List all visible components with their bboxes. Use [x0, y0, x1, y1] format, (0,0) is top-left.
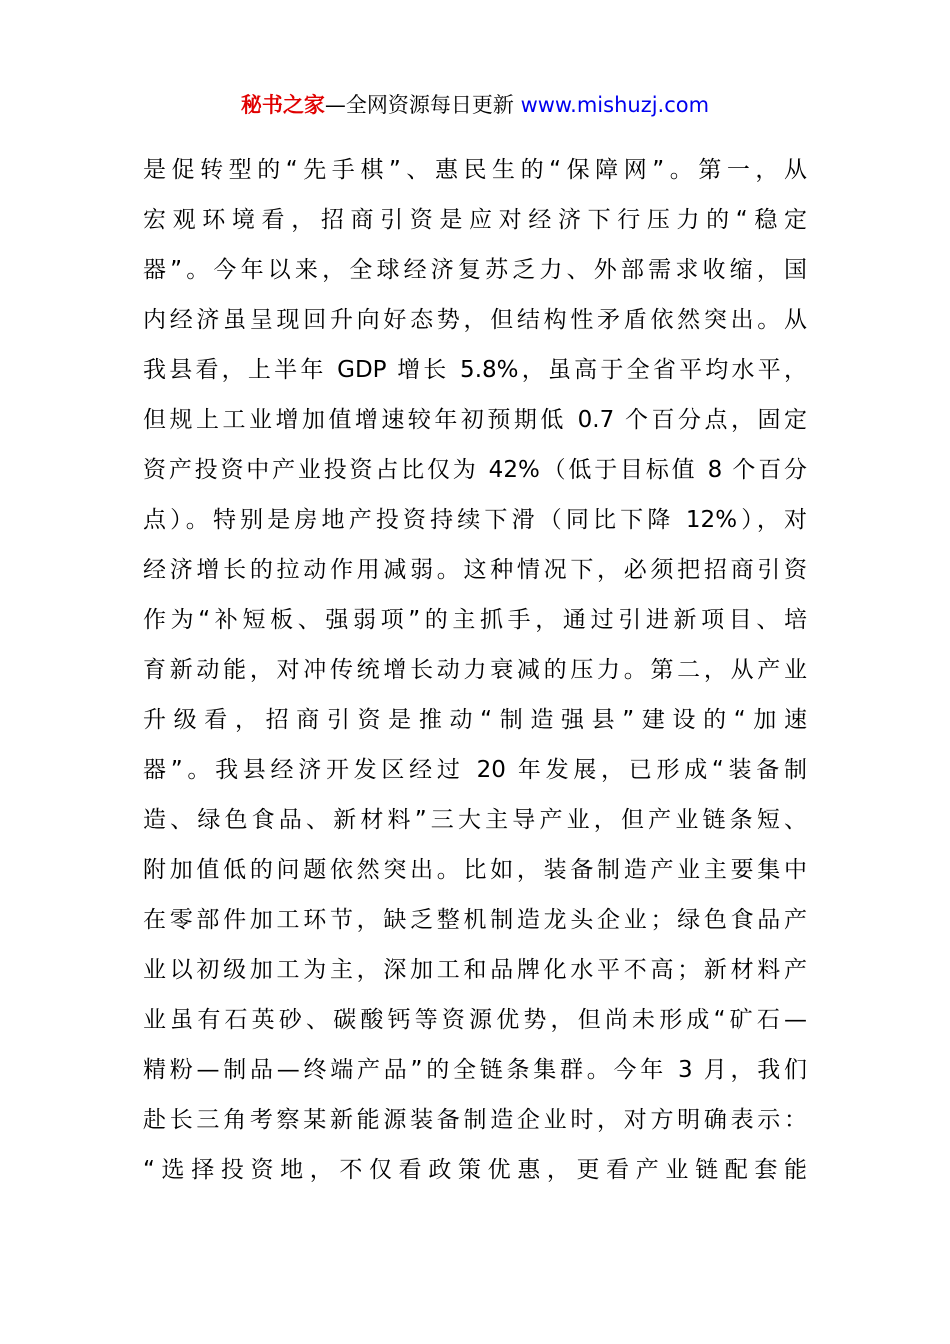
text-line: 是促转型的“先手棋”、惠民生的“保障网”。第一，从	[143, 157, 807, 183]
text-line: 内经济虽呈现回升向好态势，但结构性矛盾依然突出。从	[143, 307, 807, 333]
text-line: 业虽有石英砂、碳酸钙等资源优势，但尚未形成“矿石—	[143, 1007, 807, 1033]
site-brand: 秘书之家	[240, 93, 325, 117]
text-line: 点）。特别是房地产投资持续下滑（同比下降 12%），对	[143, 507, 807, 533]
text-line: 赴长三角考察某新能源装备制造企业时，对方明确表示：	[143, 1107, 807, 1133]
text-line: 升级看，招商引资是推动“制造强县”建设的“加速	[143, 707, 807, 733]
site-header	[0, 88, 950, 122]
text-line: “选择投资地，不仅看政策优惠，更看产业链配套能	[143, 1157, 807, 1183]
site-url-link[interactable]: www.mishuzj.com	[520, 93, 710, 117]
text-line: 精粉—制品—终端产品”的全链条集群。今年 3 月，我们	[143, 1057, 807, 1083]
text-line: 造、绿色食品、新材料”三大主导产业，但产业链条短、	[143, 807, 807, 833]
text-line: 宏观环境看，招商引资是应对经济下行压力的“稳定	[143, 207, 807, 233]
text-line: 经济增长的拉动作用减弱。这种情况下，必须把招商引资	[143, 557, 807, 583]
text-line: 作为“补短板、强弱项”的主抓手，通过引进新项目、培	[143, 607, 807, 633]
text-line: 业以初级加工为主，深加工和品牌化水平不高；新材料产	[143, 957, 807, 983]
text-line: 但规上工业增加值增速较年初预期低 0.7 个百分点，固定	[143, 407, 807, 433]
text-line: 资产投资中产业投资占比仅为 42%（低于目标值 8 个百分	[143, 457, 807, 483]
text-line: 在零部件加工环节，缺乏整机制造龙头企业；绿色食品产	[143, 907, 807, 933]
text-line: 我县看，上半年 GDP 增长 5.8%，虽高于全省平均水平，	[143, 357, 807, 383]
text-line: 器”。今年以来，全球经济复苏乏力、外部需求收缩，国	[143, 257, 807, 283]
site-tagline: —全网资源每日更新	[324, 93, 521, 117]
text-line: 器”。我县经济开发区经过 20 年发展，已形成“装备制	[143, 757, 807, 783]
document-body	[143, 145, 807, 1195]
text-line: 附加值低的问题依然突出。比如，装备制造产业主要集中	[143, 857, 807, 883]
text-line: 育新动能，对冲传统增长动力衰减的压力。第二，从产业	[143, 657, 807, 683]
